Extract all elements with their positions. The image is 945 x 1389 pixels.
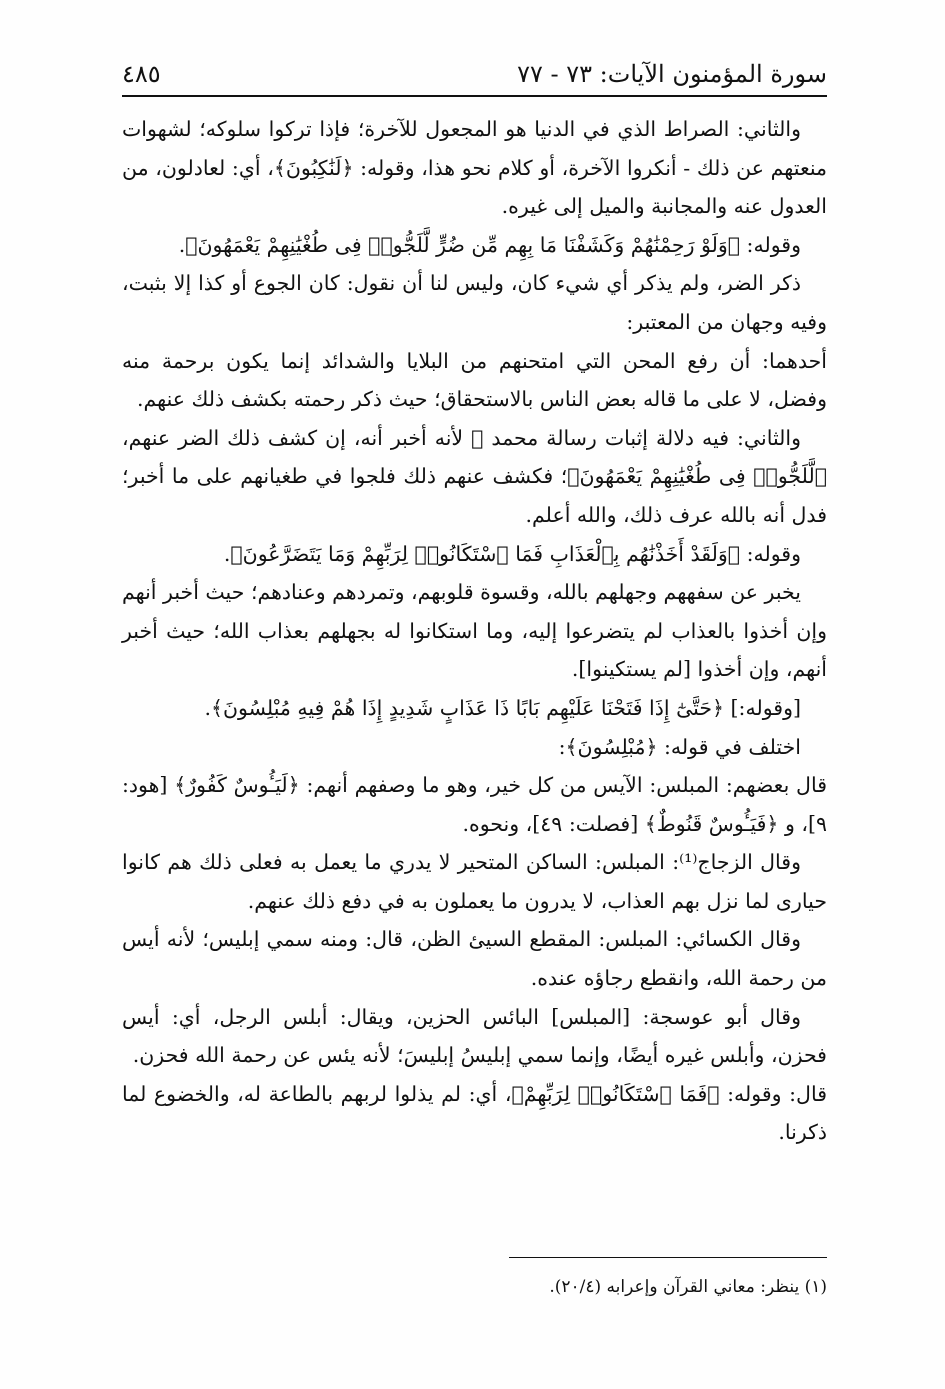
paragraph: وقوله: ﴿وَلَقَدْ أَخَذْنَٰهُم بِٱلْعَذَابِ فَمَا ٱسْتَكَانُوا۟ لِرَبِّهِمْ وَمَا يَتَضَرَّعُونَ﴾. xyxy=(223,541,801,566)
paragraph: وقال الكسائي: المبلس: المقطع السيئ الظن، قال: ومنه سمي إبليس؛ لأنه أيس من رحمة الله، وانقطع رجاؤه عنده. xyxy=(122,927,827,991)
paragraph: [وقوله:] ﴿حَتَّىٰٓ إِذَا فَتَحْنَا عَلَيْهِم بَابًا ذَا عَذَابٍ شَدِيدٍ إِذَا هُمْ فِيهِ مُبْلِسُونَ﴾. xyxy=(204,695,801,720)
page-number: ٤٨٥ xyxy=(122,60,161,88)
paragraph: وقال الزجاج⁽¹⁾: المبلس: الساكن المتحير لا يدري ما يعمل به فعلى ذلك هم كانوا حيارى لما نزل بهم العذاب، لا يدرون ما يعملون به في دفع ذلك عنهم. xyxy=(122,850,827,913)
paragraph: يخبر عن سفههم وجهلهم بالله، وقسوة قلوبهم، وتمردهم وعنادهم؛ حيث أخبر أنهم وإن أخذوا بالعذاب لم يتضرعوا إليه، وما استكانوا له بجهلهم بعذاب الله؛ حيث أخبر أنهم، وإن أخذوا [لم يستكينوا]. xyxy=(122,580,827,682)
page-header xyxy=(122,48,827,88)
paragraph: أحدهما: أن رفع المحن التي امتحنهم من البلايا والشدائد إنما يكون برحمة منه وفضل، لا على ما قاله بعض الناس بالاستحقاق؛ حيث ذكر رحمته بكشف ذلك عنهم. xyxy=(122,348,827,412)
paragraph: والثاني: فيه دلالة إثبات رسالة محمد ﷺ لأنه أخبر أنه، إن كشف ذلك الضر عنهم، ﴿لَّلَجُّوا۟ فِى طُغْيَٰنِهِمْ يَعْمَهُونَ﴾؛ فكشف عنهم ذلك فلجوا في طغيانهم على ما أخبر؛ فدل أنه بالله عرف ذلك، والله أعلم. xyxy=(122,425,827,527)
paragraph: والثاني: الصراط الذي في الدنيا هو المجعول للآخرة؛ فإذا تركوا سلوكه؛ لشهوات منعتهم عن ذلك - أنكروا الآخرة، أو كلام نحو هذا، وقوله: ﴿لَنَٰكِبُونَ﴾، أي: لعادلون، من العدول عنه والمجانبة والميل إلى غيره. xyxy=(122,117,827,219)
paragraph: قال بعضهم: المبلس: الآيس من كل خير، وهو ما وصفهم أنهم: ﴿لَيَـُٔوسٌ كَفُورٌ﴾ [هود: ٩]، و ﴿فَيَـُٔوسٌ قَنُوطٌ﴾ [فصلت: ٤٩]، ونحوه. xyxy=(122,773,827,836)
running-title: سورة المؤمنون الآيات: ٧٣ - ٧٧ xyxy=(517,60,827,88)
paragraph: قال: وقوله: ﴿فَمَا ٱسْتَكَانُوا۟ لِرَبِّهِمْ﴾، أي: لم يذلوا لربهم بالطاعة له، والخضوع لما ذكرنا. xyxy=(122,1081,827,1145)
header-divider xyxy=(122,95,827,97)
paragraph: اختلف في قوله: ﴿مُبْلِسُونَ﴾: xyxy=(558,734,801,759)
footnote: (١) ينظر: معاني القرآن وإعرابه (٢٠/٤). xyxy=(549,1277,827,1297)
paragraph: وقال أبو عوسجة: [المبلس] البائس الحزين، ويقال: أبلس الرجل، أي: أيس فحزن، وأبلس غيره أيضًا، وإنما سمي إبليسُ إبليسَ؛ لأنه يئس عن رحمة الله فحزن. xyxy=(122,1004,827,1068)
paragraph: ذكر الضر، ولم يذكر أي شيء كان، وليس لنا أن نقول: كان الجوع أو كذا إلا بثبت، وفيه وجهان من المعتبر: xyxy=(122,271,827,334)
main-text xyxy=(122,110,827,1152)
paragraph: وقوله: ﴿وَلَوْ رَحِمْنَٰهُمْ وَكَشَفْنَا مَا بِهِم مِّن ضُرٍّ لَّلَجُّوا۟ فِى طُغْيَٰنِهِمْ يَعْمَهُونَ﴾. xyxy=(178,232,801,257)
footnote-divider xyxy=(509,1257,827,1258)
